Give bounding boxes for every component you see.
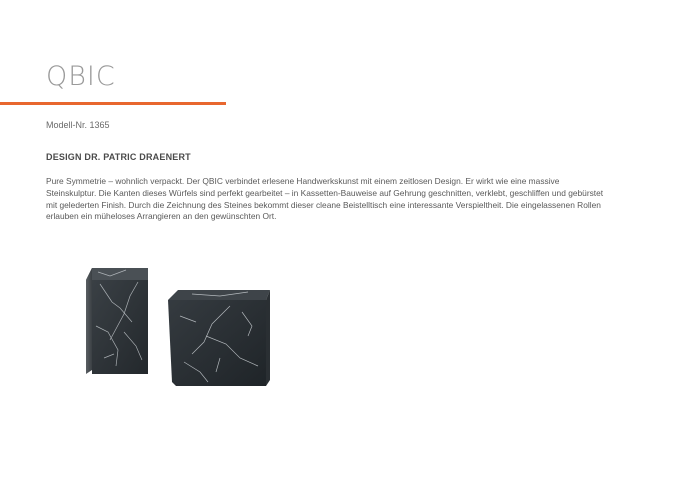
accent-divider [0, 102, 226, 105]
designer-heading: DESIGN DR. PATRIC DRAENERT [46, 152, 191, 162]
cube-marble-block [168, 290, 270, 386]
product-description: Pure Symmetrie – wohnlich verpackt. Der QBIC verbindet erlesene Handwerkskunst mit einem zeitlosen Design. Er wirkt wie eine massive Steinskulptur. Die Kanten dieses Würfels sind perfekt gearbeitet – in Kassetten-Bauweise auf Gehrung geschnitten, verklebt, geschliffen und gebürstet mit gelederten Finish. Durch die Zeichnung des Steines bekommt dieser cleane Beistelltisch eine interessante Verspieltheit. Die eingelassenen Rollen erlauben ein müheloses Arrangieren an den gewünschten Ort. [46, 176, 604, 222]
product-title: QBIC [46, 61, 116, 92]
product-photo [80, 262, 285, 392]
tall-marble-block [86, 268, 148, 374]
model-number: Modell-Nr. 1365 [46, 120, 110, 130]
